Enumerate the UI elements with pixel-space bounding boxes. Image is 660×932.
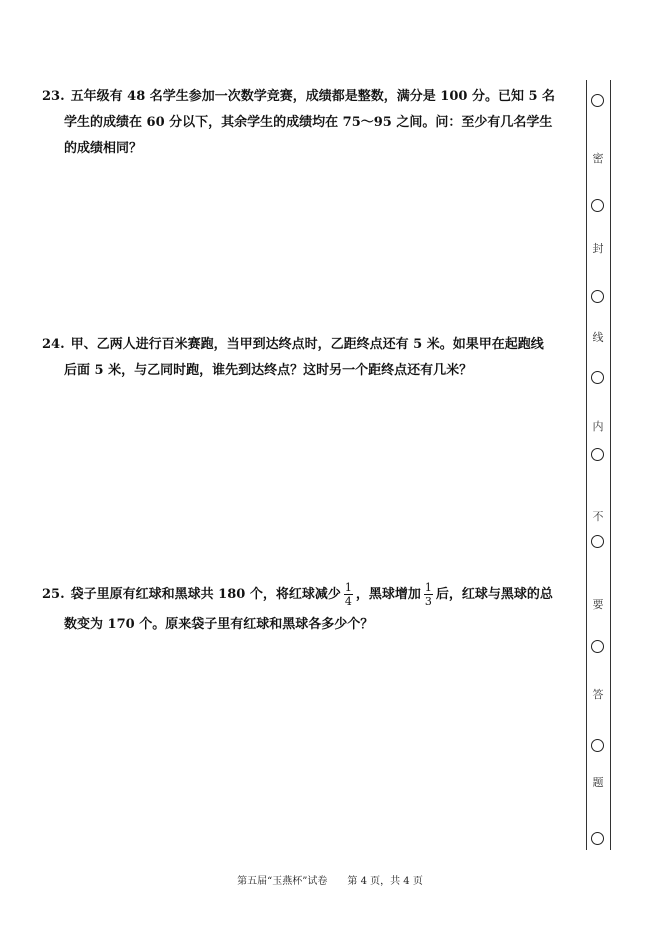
question-text-part-3: 后，红球与黑球的总 (435, 587, 553, 602)
seal-char: 密 (592, 152, 604, 165)
binding-hole-circle (591, 640, 604, 653)
binding-hole-circle (591, 832, 604, 845)
fraction-numerator: 1 (424, 581, 432, 594)
question-25-line-1 (42, 578, 562, 612)
question-text: 五年级有 48 名学生参加一次数学竞赛，成绩都是整数，满分是 100 分。已知 5 名 (70, 89, 556, 104)
binding-hole-circle (591, 94, 604, 107)
question-text: 甲、乙两人进行百米赛跑，当甲到达终点时，乙距终点还有 5 米。如果甲在起跑线 (70, 337, 544, 352)
question-23-line-2: 学生的成绩在 60 分以下，其余学生的成绩均在 75～95 之间。问：至少有几名学生 (64, 115, 553, 130)
binding-strip (586, 80, 611, 850)
exam-title: 第五届“玉燕杯”试卷 (237, 876, 328, 887)
question-number: 23. (42, 89, 65, 104)
fraction-one-quarter (344, 582, 353, 607)
page-info: 第 4 页，共 4 页 (347, 876, 423, 887)
seal-char: 题 (592, 776, 604, 789)
fraction-denominator: 3 (424, 595, 432, 608)
question-text-part-2: ，黑球增加 (355, 587, 421, 602)
binding-hole-circle (591, 199, 604, 212)
question-text-part-1: 袋子里原有红球和黑球共 180 个，将红球减少 (70, 587, 341, 602)
binding-hole-circle (591, 290, 604, 303)
page-footer (0, 872, 660, 887)
question-23-line-3: 的成绩相同？ (64, 141, 143, 156)
binding-line-left (586, 80, 587, 850)
seal-char: 答 (592, 688, 604, 701)
question-25-line-2: 数变为 170 个。原来袋子里有红球和黑球各多少个？ (64, 617, 374, 632)
seal-char: 封 (592, 242, 604, 255)
binding-line-right (610, 80, 611, 850)
fraction-one-third (424, 582, 433, 607)
question-24 (42, 332, 562, 384)
binding-hole-circle (591, 535, 604, 548)
question-25 (42, 578, 562, 638)
seal-char: 不 (592, 510, 604, 523)
fraction-denominator: 4 (344, 595, 352, 608)
question-number: 24. (42, 337, 65, 352)
binding-hole-circle (591, 739, 604, 752)
seal-char: 要 (592, 598, 604, 611)
seal-char: 内 (592, 420, 604, 433)
question-23-line-1 (42, 84, 562, 110)
question-23 (42, 84, 562, 162)
question-number: 25. (42, 587, 65, 602)
question-24-line-2: 后面 5 米，与乙同时跑，谁先到达终点？这时另一个距终点还有几米？ (64, 363, 473, 378)
binding-hole-circle (591, 448, 604, 461)
fraction-numerator: 1 (344, 581, 352, 594)
question-24-line-1 (42, 332, 562, 358)
seal-char: 线 (592, 331, 604, 344)
binding-hole-circle (591, 371, 604, 384)
